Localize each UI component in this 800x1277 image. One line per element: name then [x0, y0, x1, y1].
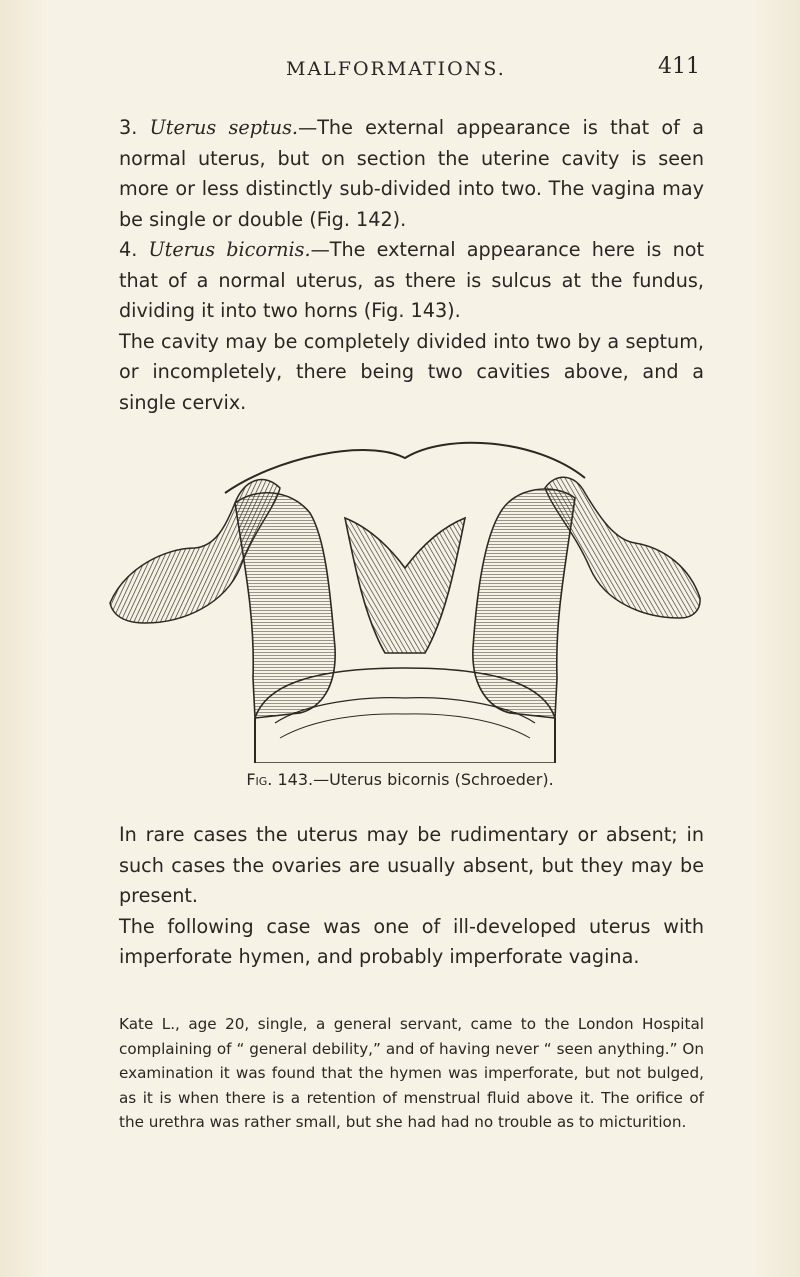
- page-number: 411: [658, 54, 700, 79]
- paragraph-uterus-septus: [119, 113, 704, 235]
- figure-caption-text: —Uterus bicornis (Schroeder).: [313, 770, 554, 789]
- right-uterine-horn: [473, 489, 575, 718]
- uterus-bicornis-illustration: [105, 418, 705, 763]
- paragraph-text: —The external appearance here is not that of a normal uterus, as there is sulcus at the fundus, dividing it into two horns (Fig. 143).: [119, 238, 704, 322]
- left-uterine-horn: [235, 493, 335, 718]
- figure-uterus-bicornis: [105, 418, 705, 763]
- paragraph-cavity: The cavity may be completely divided into two by a septum, or incompletely, there being two cavities above, and a single cervix.: [119, 329, 704, 414]
- paragraph-text: —The external appearance is that of a normal uterus, but on section the uterine cavity is seen more or less distinctly sub-divided into two. The vagina may be single or double (Fig. 142).: [119, 116, 704, 231]
- paragraph-uterus-bicornis: [119, 235, 704, 327]
- term-uterus-bicornis: Uterus bicornis.: [148, 238, 311, 261]
- term-uterus-septus: Uterus septus.: [149, 116, 299, 139]
- page-header: [0, 54, 800, 88]
- text-block-bottom: [119, 820, 704, 973]
- paragraph-rare-cases: In rare cases the uterus may be rudimentary or absent; in such cases the ovaries are usually absent, but they may be present.: [119, 823, 704, 907]
- item-number: 4.: [119, 238, 138, 261]
- figure-caption: [0, 770, 800, 789]
- text-block-top: [119, 113, 704, 418]
- paragraph-following-case: The following case was one of ill-developed uterus with imperforate hymen, and probably imperforate vagina.: [119, 914, 704, 968]
- central-septum: [345, 518, 465, 653]
- figure-label: Fig. 143.: [246, 770, 314, 789]
- fundus-outline: [225, 443, 585, 493]
- running-title: MALFORMATIONS.: [286, 58, 506, 80]
- case-report: Kate L., age 20, single, a general servant, came to the London Hospital complaining of “ general debility,” and of having never “ seen anything.” On examination it was found that the hymen was imperforate, but not bulged, as it is when there is a retention of menstrual fluid above it. The orifice of the urethra was rather small, but she had had no trouble as to micturition.: [119, 1015, 704, 1131]
- item-number: 3.: [119, 116, 138, 139]
